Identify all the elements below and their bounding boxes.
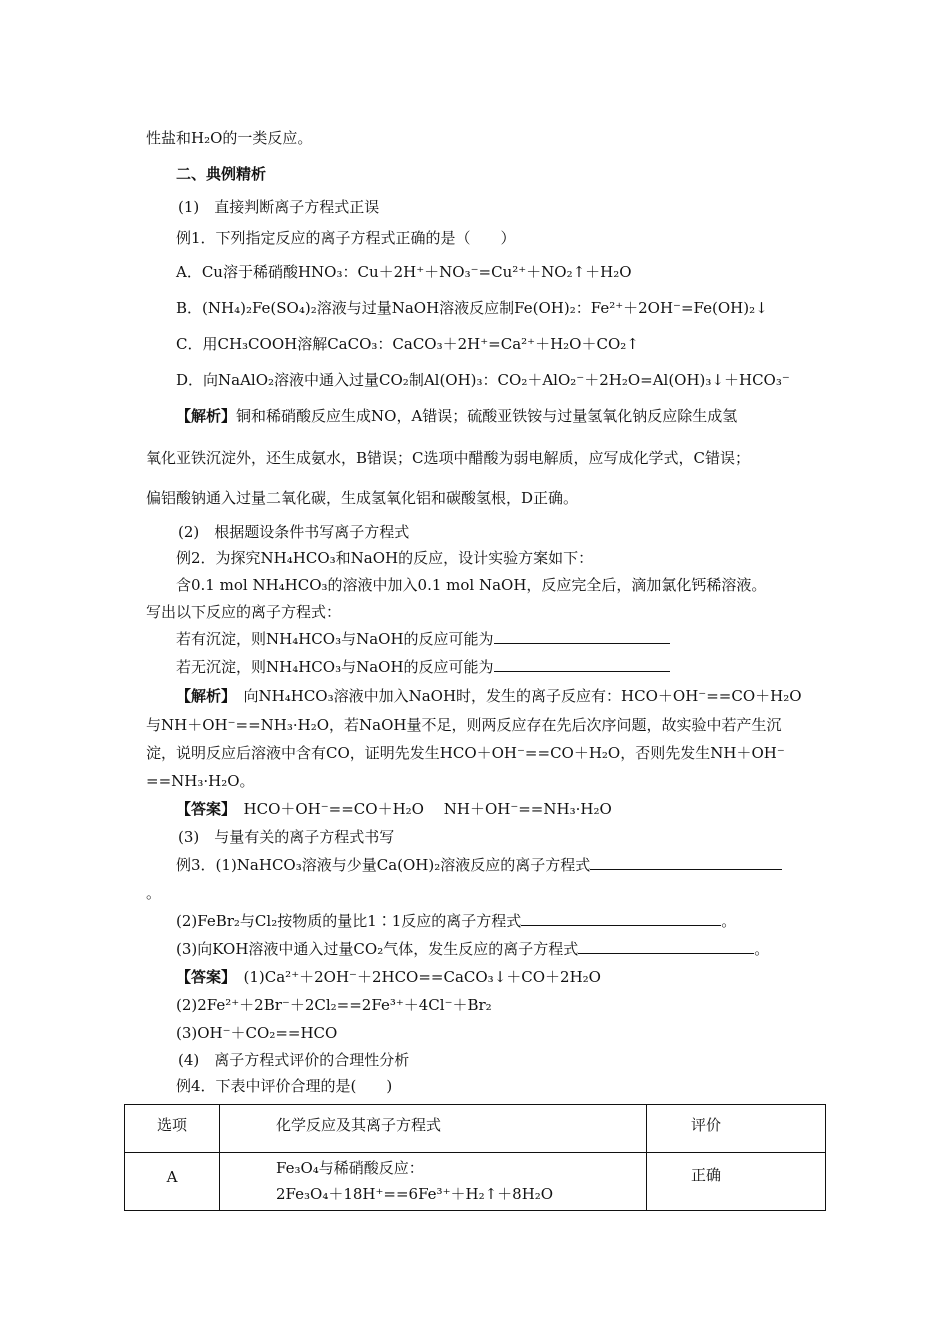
example1-option-b: B．(NH₄)₂Fe(SO₄)₂溶液与过量NaOH溶液反应制Fe(OH)₂：Fe²⁺＋2OH⁻=Fe(OH)₂↓ [176,299,768,317]
period: 。 [721,912,737,930]
table-header-cell: 化学反应及其离子方程式 [220,1105,647,1153]
analysis-text: 向NH₄HCO₃溶液中加入NaOH时，发生的离子反应有：HCO＋OH⁻==CO＋H₂O [228,687,802,705]
example4-question: 例4．下表中评价合理的是( ) [176,1077,393,1095]
part4-heading: (4) 离子方程式评价的合理性分析 [178,1051,410,1069]
example3-question [176,855,782,875]
example2-line1: 含0.1 mol NH₄HCO₃的溶液中加入0.1 mol NaOH，反应完全后，滴加氯化钙稀溶液。 [176,576,767,594]
period: 。 [754,940,770,958]
example2-line4-text: 若无沉淀，则NH₄HCO₃与NaOH的反应可能为 [176,658,494,676]
option-cell: A [125,1153,220,1211]
analysis-label: 【解析】 [176,407,237,425]
example3-answer1 [176,967,601,987]
reaction-line: Fe₃O₄与稀硝酸反应： [276,1159,424,1177]
example2-analysis-line3: 淀，说明反应后溶液中含有CO，证明先发生HCO＋OH⁻==CO＋H₂O，否则先发生NH＋OH⁻ [146,744,785,762]
answer-label: 【答案】 [176,800,229,818]
example2-line2: 写出以下反应的离子方程式： [146,603,342,621]
answer-blank[interactable] [521,913,721,926]
table-header-row [125,1105,826,1153]
example3-q2-text: (2)FeBr₂与Cl₂按物质的量比1∶1反应的离子方程式 [176,912,522,930]
table-header-cell: 选项 [125,1105,220,1153]
evaluation-cell: 正确 [647,1153,826,1211]
reaction-line: 2Fe₃O₄＋18H⁺==6Fe³⁺＋H₂↑＋8H₂O [276,1185,554,1203]
answer-label: 【答案】 [176,968,229,986]
evaluation-table [124,1104,826,1211]
example2-analysis-line4: ==NH₃·H₂O。 [146,772,255,790]
example2-line3-text: 若有沉淀，则NH₄HCO₃与NaOH的反应可能为 [176,630,494,648]
example3-q3 [176,939,769,959]
example3-q2 [176,911,736,931]
table-header-cell: 评价 [647,1105,826,1153]
example3-answer2: (2)2Fe²⁺＋2Br⁻＋2Cl₂==2Fe³⁺＋4Cl⁻＋Br₂ [176,996,492,1014]
example2-analysis-line1 [176,686,802,706]
part1-heading: (1) 直接判断离子方程式正误 [178,198,380,216]
answer-blank[interactable] [494,659,670,672]
example2-line3 [176,629,670,649]
answer-blank[interactable] [494,631,670,644]
answer-blank[interactable] [590,857,782,870]
intro-tail-text: 性盐和H₂O的一类反应。 [146,129,313,147]
part2-heading: (2) 根据题设条件书写离子方程式 [178,523,410,541]
example3-question-text: 例3．(1)NaHCO₃溶液与少量Ca(OH)₂溶液反应的离子方程式 [176,856,591,874]
analysis-label: 【解析】 [176,687,229,705]
answer-text: (1)Ca²⁺＋2OH⁻＋2HCO==CaCO₃↓＋CO＋2H₂O [228,968,601,986]
reaction-cell [220,1153,647,1211]
example1-option-c: C．用CH₃COOH溶解CaCO₃：CaCO₃＋2H⁺=Ca²⁺＋H₂O＋CO₂↑ [176,335,639,353]
analysis-text: 铜和稀硝酸反应生成NO，A错误；硫酸亚铁铵与过量氢氧化钠反应除生成氢 [236,407,738,425]
section-title: 二、典例精析 [176,165,267,183]
answer-blank[interactable] [578,941,754,954]
table-row [125,1153,826,1211]
example2-question: 例2．为探究NH₄HCO₃和NaOH的反应，设计实验方案如下： [176,549,594,567]
example1-analysis-line1 [176,406,737,426]
example2-analysis-line2: 与NH＋OH⁻==NH₃·H₂O，若NaOH量不足，则两反应存在先后次序问题，故实验中若产生沉 [146,716,782,734]
example3-question-end: 。 [146,884,162,902]
example3-answer3: (3)OH⁻＋CO₂==HCO [176,1024,338,1042]
answer-text: HCO＋OH⁻==CO＋H₂O NH＋OH⁻==NH₃·H₂O [228,800,612,818]
example1-option-d: D．向NaAlO₂溶液中通入过量CO₂制Al(OH)₃：CO₂＋AlO₂⁻＋2H₂O=Al(OH)₃↓＋HCO₃⁻ [176,371,790,389]
example1-question: 例1．下列指定反应的离子方程式正确的是（ ） [176,229,516,247]
part3-heading: (3) 与量有关的离子方程式书写 [178,828,395,846]
example1-option-a: A．Cu溶于稀硝酸HNO₃：Cu＋2H⁺＋NO₃⁻=Cu²⁺＋NO₂↑＋H₂O [176,263,632,281]
example1-analysis-line3: 偏铝酸钠通入过量二氧化碳，生成氢氧化铝和碳酸氢根，D正确。 [146,489,579,507]
example2-answer [176,799,612,819]
example1-analysis-line2: 氧化亚铁沉淀外，还生成氨水，B错误；C选项中醋酸为弱电解质，应写成化学式，C错误； [146,449,750,467]
example3-q3-text: (3)向KOH溶液中通入过量CO₂气体，发生反应的离子方程式 [176,940,579,958]
example2-line4 [176,657,670,677]
